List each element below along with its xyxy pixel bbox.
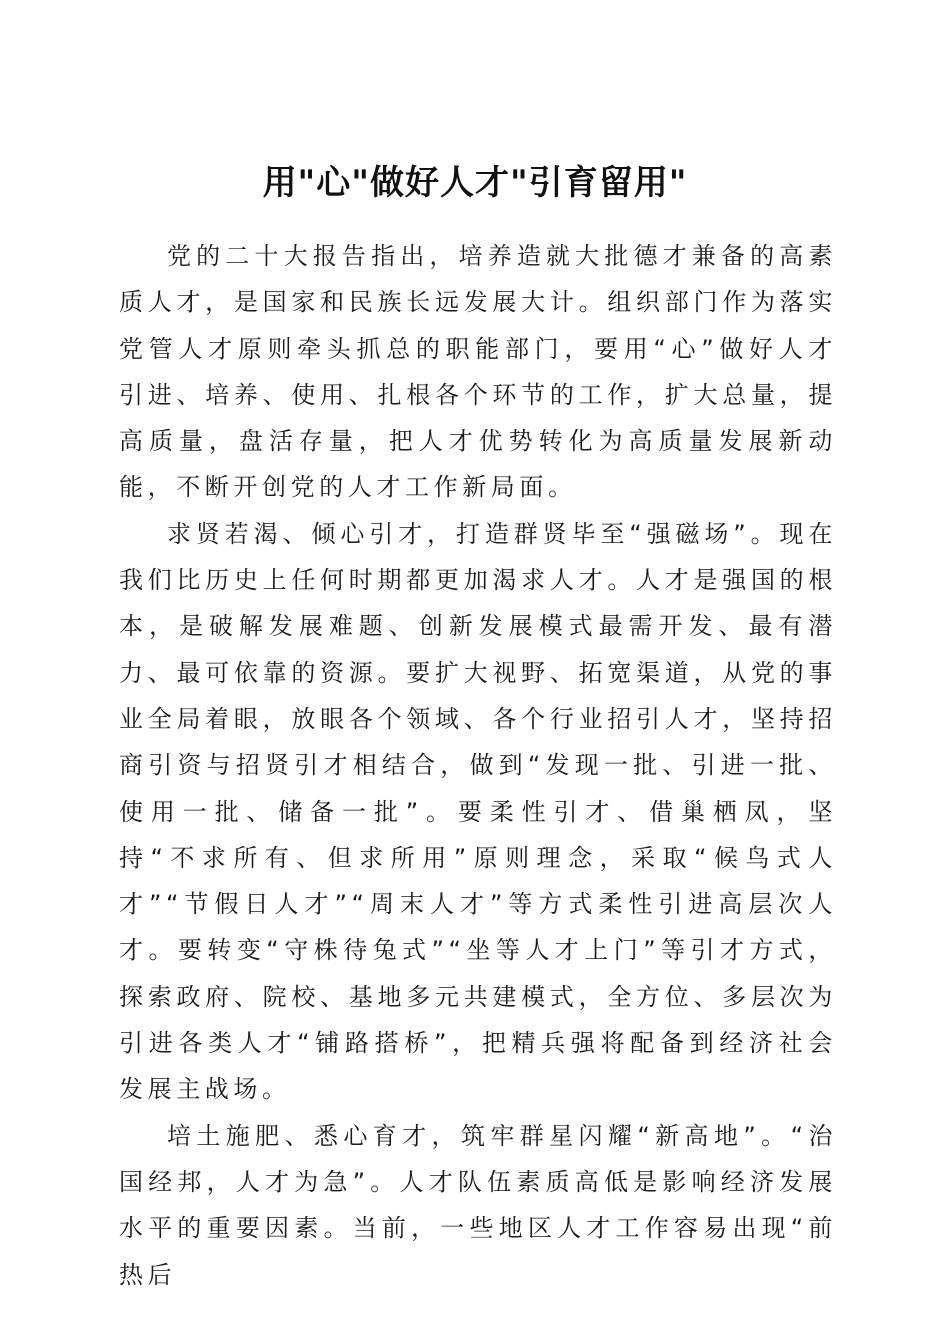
paragraph-cultivate-talent: 培土施肥、悉心育才，筑牢群星闪耀“新高地”。“治国经邦，人才为急”。人才队伍素质高低是影响经济发展水平的重要因素。当前，一些地区人才工作容易出现“前热后 — [119, 1121, 837, 1289]
document-title: 用"心"做好人才"引育留用" — [262, 162, 688, 203]
paragraph-intro: 党的二十大报告指出，培养造就大批德才兼备的高素质人才，是国家和民族长远发展大计。组织部门作为落实党管人才原则牵头抓总的职能部门，要用“心”做好人才引进、培养、使用、扎根各个环节的工作，扩大总量，提高质量，盘活存量，把人才优势转化为高质量发展新动能，不断开创党的人才工作新局面。 — [119, 242, 837, 502]
paragraph-attract-talent: 求贤若渴、倾心引才，打造群贤毕至“强磁场”。现在我们比历史上任何时期都更加渴求人才。人才是强国的根本，是破解发展难题、创新发展模式最需开发、最有潜力、最可依靠的资源。要扩大视野、拓宽渠道，从党的事业全局着眼，放眼各个领域、各个行业招引人才，坚持招商引资与招贤引才相结合，做到“发现一批、引进一批、使用一批、储备一批”。要柔性引才、借巢栖凤，坚持“不求所有、但求所用”原则理念，采取“候鸟式人才”“节假日人才”“周末人才”等方式柔性引进高层次人才。要转变“守株待兔式”“坐等人才上门”等引才方式，探索政府、院校、基地多元共建模式，全方位、多层次为引进各类人才“铺路搭桥”，把精兵强将配备到经济社会发展主战场。 — [119, 519, 837, 1104]
document-body — [119, 233, 837, 1298]
